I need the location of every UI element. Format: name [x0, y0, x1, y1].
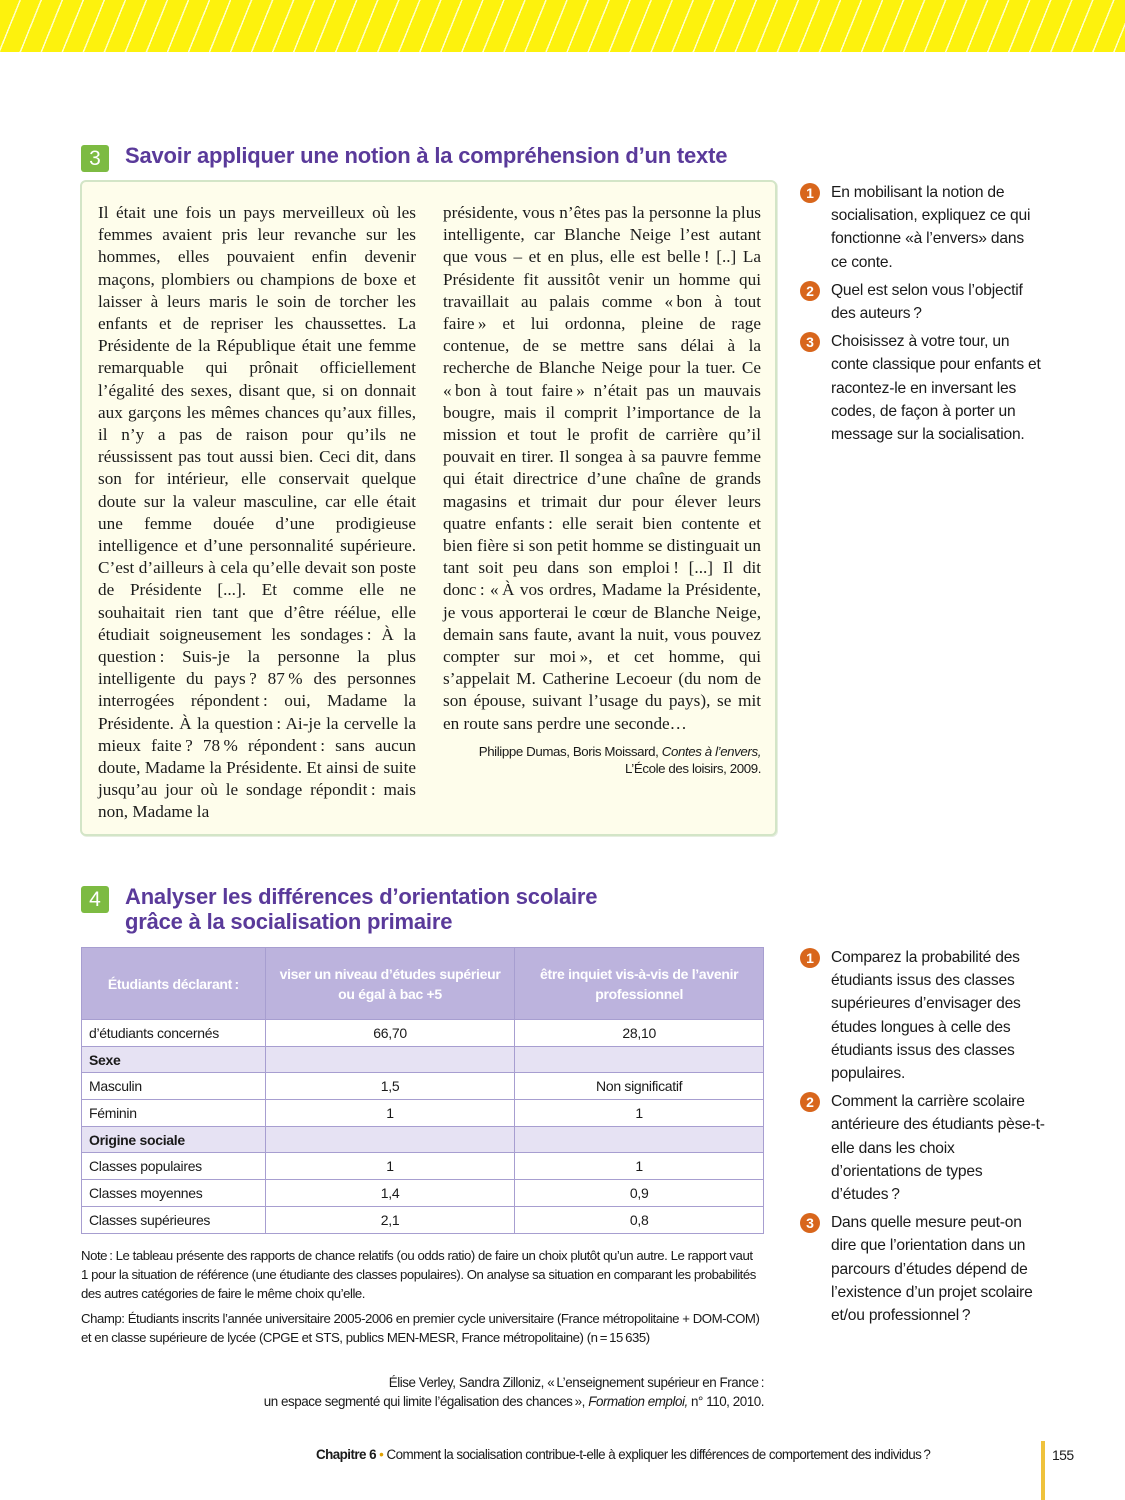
table-row — [82, 1100, 764, 1127]
row-label-cell: Classes populaires — [82, 1153, 266, 1180]
citation-line: Élise Verley, Sandra Zilloniz, « L’enseignement supérieur en France : — [388, 1375, 764, 1390]
page-number-bar — [1041, 1441, 1045, 1500]
question-number-icon: 1 — [800, 183, 820, 203]
question-text: Comparez la probabilité des étudiants issus des classes supérieures d’envisager des études longues à celle des étudiants issus des classes populaires. — [831, 949, 1021, 1083]
section-title — [125, 884, 597, 934]
question-text: Dans quelle mesure peut-on dire que l’orientation dans un parcours d’études dépend de l’existence d’un projet scolaire et/ou professionnel ? — [831, 1214, 1033, 1325]
excerpt-text: présidente, vous n’êtes pas la personne la plus intelligente, car Blanche Neige l’est autant que vous – et en plus, elle est belle ! [..] La Présidente fit aussitôt venir un homme qui travaillait au palais comme « bon à tout faire » et lui ordonna, pleine de rage contenue, de se mettre sans délai à la recherche de Blanche Neige pour la tuer. Ce « bon à tout faire » n’était pas un mauvais bougre, mais il comprit l’importance de la mission et tout le profit de carrière qu’il pouvait en tirer. Il songea à sa pauvre femme qui était directrice d’une chaîne de grands magasins et trimait dur pour élever leurs quatre enfants : elle serait bien contente et bien fière si son petit homme se distinguait un tant soit peu dans son emploi ! [...] Il dit donc : « À vos ordres, Madame la Présidente, je vous apporterai le cœur de Blanche Neige, demain sans faute, avant la nuit, vous pouvez compter sur moi », et cet homme, qui s’appelait M. Catherine Lecoeur (du nom de son épouse, suivant l’usage du pays), se mit en route sans perdre une seconde… — [443, 203, 761, 733]
section-3-header — [81, 143, 727, 172]
question-item — [800, 330, 1060, 446]
question-number-icon: 3 — [800, 1213, 820, 1233]
citation-line — [200, 1393, 764, 1412]
citation-issue: n° 110, 2010. — [691, 1393, 764, 1409]
table-header-cell: être inquiet vis-à-vis de l’avenir professionnel — [515, 948, 764, 1020]
value-cell: 0,9 — [515, 1180, 764, 1207]
row-label-cell: Classes moyennes — [82, 1180, 266, 1207]
value-cell: 1,4 — [265, 1180, 515, 1207]
table-group-row — [82, 1126, 764, 1153]
question-text: Comment la carrière scolaire antérieure des étudiants pèse-t-elle dans les choix d’orientations de types d’études ? — [831, 1093, 1045, 1204]
value-cell: 28,10 — [515, 1020, 764, 1047]
question-number-icon: 3 — [800, 332, 820, 352]
excerpt-box — [80, 180, 777, 836]
question-text: Quel est selon vous l’objectif des auteurs ? — [831, 281, 1023, 323]
page-footer — [316, 1447, 930, 1462]
table-source-citation — [200, 1374, 764, 1411]
value-cell — [515, 1126, 764, 1153]
question-item — [800, 181, 1060, 274]
table-row — [82, 1020, 764, 1047]
row-label-cell: Féminin — [82, 1100, 266, 1127]
value-cell: Non significatif — [515, 1073, 764, 1100]
section-number-badge: 4 — [81, 886, 109, 913]
table-header-row — [82, 948, 764, 1020]
row-label-cell: Origine sociale — [82, 1126, 266, 1153]
value-cell — [265, 1046, 515, 1073]
citation-journal: Formation emploi, — [588, 1393, 688, 1409]
table-group-row — [82, 1046, 764, 1073]
footer-separator: • — [375, 1447, 387, 1462]
value-cell — [515, 1046, 764, 1073]
question-item — [800, 946, 1060, 1085]
value-cell: 1 — [265, 1153, 515, 1180]
table-note: Note : Le tableau présente des rapports de chance relatifs (ou odds ratio) de faire un choix plutôt qu’un autre. Le rapport vaut 1 pour la situation de référence (une étudiante des classes populaires). On analyse sa situation en comparant les probabilités des autres catégories de faire le même choix qu’elle. — [81, 1248, 756, 1301]
odds-ratio-table — [81, 947, 764, 1234]
citation-article: un espace segmenté qui limite l’égalisation des chances », — [263, 1393, 585, 1409]
value-cell: 66,70 — [265, 1020, 515, 1047]
table-row — [82, 1206, 764, 1233]
chapter-label: Chapitre 6 — [316, 1447, 376, 1462]
row-label-cell: Masculin — [82, 1073, 266, 1100]
value-cell: 1,5 — [265, 1073, 515, 1100]
source-authors: Philippe Dumas, Boris Moissard, — [478, 743, 659, 759]
section-title: Savoir appliquer une notion à la compréhension d’un texte — [125, 143, 728, 168]
row-label-cell: Classes supérieures — [82, 1206, 266, 1233]
question-item — [800, 1090, 1060, 1206]
section-title-line: Analyser les différences d’orientation scolaire — [125, 884, 598, 909]
value-cell: 1 — [265, 1100, 515, 1127]
value-cell: 1 — [515, 1153, 764, 1180]
table-header-cell: Étudiants déclarant : — [82, 948, 266, 1020]
value-cell: 0,8 — [515, 1206, 764, 1233]
decorative-top-band — [0, 0, 1125, 52]
chapter-title: Comment la socialisation contribue-t-elle à expliquer les différences de comportement des individus ? — [386, 1447, 931, 1462]
question-number-icon: 2 — [800, 1092, 820, 1112]
question-number-icon: 2 — [800, 281, 820, 301]
table-row — [82, 1180, 764, 1207]
value-cell — [265, 1126, 515, 1153]
row-label-cell: d’étudiants concernés — [82, 1020, 266, 1047]
source-publisher: L’École des loisirs, 2009. — [625, 760, 761, 776]
question-text: En mobilisant la notion de socialisation, expliquez ce qui fonctionne «à l’envers» dans ce conte. — [831, 184, 1031, 271]
row-label-cell: Sexe — [82, 1046, 266, 1073]
page-number: 155 — [1052, 1447, 1074, 1463]
table-header-cell: viser un niveau d’études supérieur ou égal à bac +5 — [265, 948, 515, 1020]
section-title-line: grâce à la socialisation primaire — [125, 909, 453, 934]
table-body — [82, 1020, 764, 1234]
excerpt-source — [443, 743, 761, 777]
value-cell: 1 — [515, 1100, 764, 1127]
question-number-icon: 1 — [800, 948, 820, 968]
section-4-header — [81, 884, 597, 934]
question-item — [800, 1211, 1060, 1327]
table-row — [82, 1153, 764, 1180]
table-scope: Champ: Étudiants inscrits l’année universitaire 2005-2006 en premier cycle universitaire (France métropolitaine + DOM-COM) et en classe supérieure de lycée (CPGE et STS, publics MEN-MESR, France métropolitaine) (n = 15 635) — [81, 1311, 760, 1345]
source-title: Contes à l’envers, — [661, 743, 761, 759]
excerpt-column-left: Il était une fois un pays merveilleux où les femmes avaient pris leur revanche sur les hommes, elles pouvaient enfin devenir maçons, plombiers ou champions de boxe et laisser à leurs maris le soin de torcher les enfants et de repriser les chaussettes. La Présidente de la République était une femme remarquable qui prônait officiellement l’égalité des sexes, disant que, si on donnait aux garçons les mêmes chances qu’aux filles, il n’y a pas de raison pour qu’ils ne réussissent pas tout aussi bien. Ceci dit, dans son for intérieur, elle conservait quelque doute sur la valeur masculine, car elle était une femme douée d’une prodigieuse intelligence et d’une personnalité supérieure. C’est d’ailleurs à cela qu’elle devait son poste de Présidente [...]. Et comme elle ne souhaitait rien tant que d’être réélue, elle étudiait soigneusement les sondages : À la question : Suis-je la personne la plus intelligente du pays ? 87 % des personnes interrogées répondent : oui, Madame la Présidente. À la question : Ai-je la cervelle la mieux faite ? 78 % répondent : sans aucun doute, Madame la Présidente. Et ainsi de suite jusqu’au jour où le sondage répondit : mais non, Madame la — [98, 203, 416, 822]
section-3-questions — [800, 181, 1060, 451]
excerpt-column-right — [443, 202, 761, 777]
question-item — [800, 279, 1060, 325]
section-number-badge: 3 — [81, 145, 109, 172]
table-row — [82, 1073, 764, 1100]
section-4-questions — [800, 946, 1060, 1332]
question-text: Choisissez à votre tour, un conte classique pour enfants et racontez-le en inversant les codes, de façon à porter un message sur la socialisation. — [831, 333, 1041, 444]
value-cell: 2,1 — [265, 1206, 515, 1233]
